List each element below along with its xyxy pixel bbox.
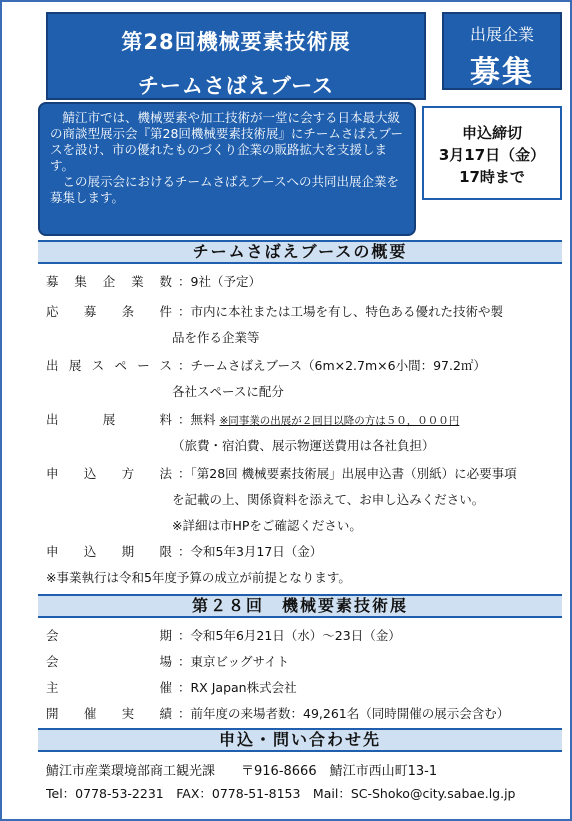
row-value: ：前年度の来場者数：49,261名（同時開催の展示会含む） [178,706,510,721]
row-label: 開催実績 [46,706,172,721]
overview-row-deadline [46,542,322,560]
overview-row-fee [46,410,459,428]
row-value: ：令和5年6月21日（水）～23日（金） [178,628,401,643]
row-label: 申込期限 [46,544,172,559]
row-value: ：9社（予定） [178,274,261,289]
row-label: 応募条件 [46,304,172,319]
overview-row-method [46,464,517,482]
overview-footnote: ※事業執行は令和5年度予算の成立が前提となります。 [46,570,351,585]
row-label: 出展スペース [46,358,172,373]
intro-paragraph1: 鯖江市では、機械要素や加工技術が一堂に会する日本最大級の商談型展示会『第28回機械要素技術展』にチームさばえブースを設け、市の優れたものづくり企業の販路拡大を支援します。 [50,110,404,173]
row-continuation: 各社スペースに配分 [172,384,284,399]
title-line1: 第28回機械要素技術展 [121,30,351,54]
row-continuation: （旅費・宿泊費、展示物運送費用は各社負担） [172,438,435,453]
row-value: ：市内に本社または工場を有し、特色ある優れた技術や製 [178,304,504,319]
exhibition-heading: 第２８回 機械要素技術展 [38,594,562,618]
deadline-line2: 3月17日（金） [438,146,546,164]
overview-heading: チームさばえブースの概要 [38,240,562,264]
exhibition-row-venue [46,652,289,670]
recruit-line1: 出展企業 [469,25,534,44]
row-label: 会期 [46,628,172,643]
recruit-banner [442,12,562,90]
intro-text-box [38,102,416,236]
recruit-line2: 募集 [470,55,534,90]
exhibition-row-results [46,704,509,722]
deadline-line3: 17時まで [459,168,525,186]
exhibition-row-period [46,626,401,644]
row-label: 会場 [46,654,172,669]
title-banner [46,12,426,100]
row-value: ：チームさばえブース（6m×2.7m×6小間：97.2㎡） [178,358,486,373]
row-label: 募集企業数 [46,274,172,289]
overview-row-space [46,356,486,374]
deadline-box [422,106,562,200]
row-label: 出展料 [46,412,172,427]
intro-paragraph2: この展示会におけるチームさばえブースへの共同出展企業を募集します。 [50,174,400,205]
row-continuation: ※詳細は市HPをご確認ください。 [172,518,362,533]
row-label: 申込方法 [46,466,172,481]
overview-row-count [46,272,261,290]
overview-row-conditions [46,302,503,320]
contact-line2: Tel：0778-53-2231 FAX：0778-51-8153 Mail：SC-Shoko@city.sabae.lg.jp [46,786,516,801]
row-value: ：「第28回 機械要素技術展」出展申込書（別紙）に必要事項 [178,466,517,481]
row-label: 主催 [46,680,172,695]
row-value: ：令和5年3月17日（金） [178,544,323,559]
row-continuation: 品を作る企業等 [172,330,260,345]
exhibition-row-organizer [46,678,297,696]
row-value: ：無料 [178,412,216,427]
row-continuation: を記載の上、関係資料を添えて、お申し込みください。 [172,492,485,507]
fee-note: ※同事業の出展が２回目以降の方は５０，０００円 [219,415,460,427]
row-value: ：東京ビッグサイト [178,654,290,669]
contact-line1: 鯖江市産業環境部商工観光課 〒916-8666 鯖江市西山町13-1 [46,764,438,779]
title-line2: チームさばえブース [137,74,335,98]
deadline-line1: 申込締切 [461,124,522,142]
contact-heading: 申込・問い合わせ先 [38,728,562,752]
row-value: ：RX Japan株式会社 [178,680,297,695]
